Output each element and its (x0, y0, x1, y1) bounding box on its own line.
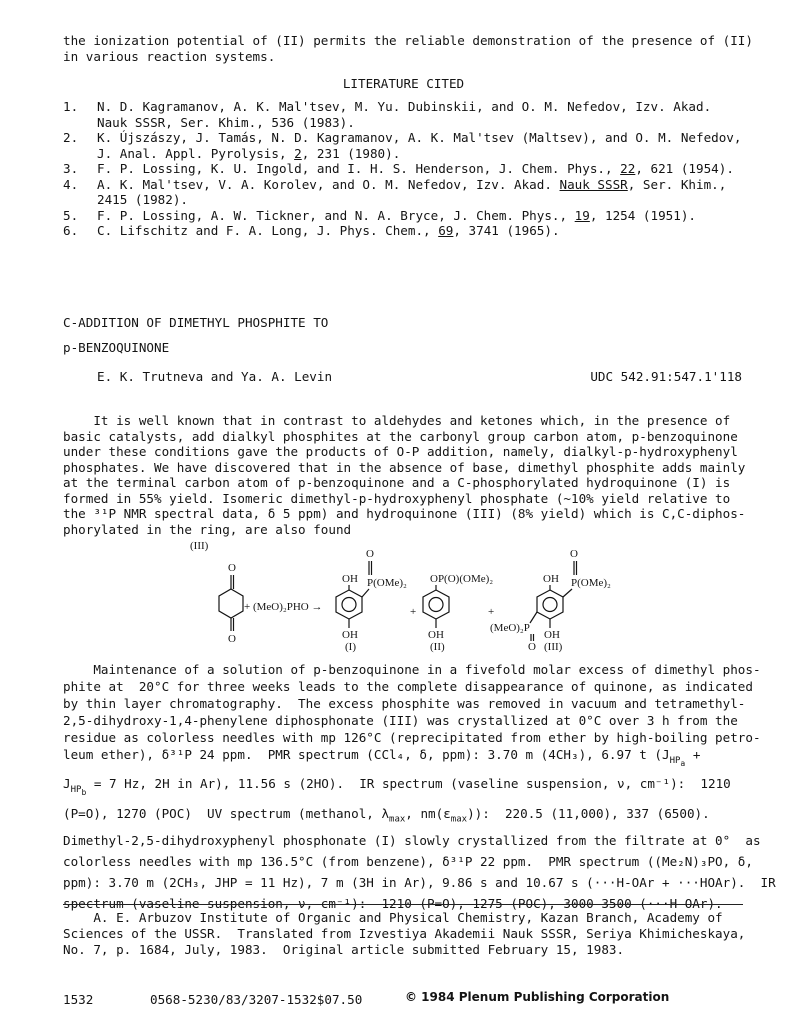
authors: E. K. Trutneva and Ya. A. Levin (97, 369, 333, 384)
cp-bond (563, 589, 572, 597)
benzene-ring (537, 590, 563, 619)
compound-label-1: (I) (345, 641, 356, 653)
intro-text (63, 33, 753, 64)
footnote: A. E. Arbuzov Institute of Organic and Physical Chemistry, Kazan Branch, Academy of Sciences of the USSR. Translated from Izvestiya Akademii Nauk SSSR, Seriya Khimicheskaya, No. 7, p. 1684, July, 1983. Original article submitted February 15, 1983. (63, 910, 746, 957)
reagent-text: + (MeO)₂PHO → (244, 601, 323, 613)
aromatic-circle (429, 598, 443, 612)
volume-number: 22 (620, 161, 636, 176)
plus-sign: + (410, 606, 417, 618)
volume-number: 2 (294, 145, 302, 161)
reference-number: 4. (63, 176, 79, 192)
reference-item: 5. F. P. Lossing, A. W. Tickner, and N. A. Bryce, J. Chem. Phys., 19, 1254 (1951). (63, 207, 696, 223)
plus-sign: + (488, 606, 495, 618)
reference-item: 1. N. D. Kagramanov, A. K. Mal'tsev, M. Yu. Dubinskii, and O. M. Nefedov, Izv. Akad. Nauk SSSR, Ser. Khim., 536 (1983). (63, 99, 712, 130)
reference-item: 2. K. Újszászy, J. Tamás, N. D. Kagramanov, A. K. Mal'tsev (Maltsev), and O. M. Nefedov, J. Anal. Appl. Pyrolysis, 2, 231 (1980). (63, 130, 742, 161)
quinone-oxygen-bottom: O (228, 633, 236, 645)
phosphonate-group: P(OMe)₂ (367, 577, 407, 589)
journal-underlined: Nauk SSSR (559, 176, 628, 192)
reference-number: 2. (63, 130, 79, 145)
paragraph-intro: It is well known that in contrast to aldehydes and ketones which, in the presence of basic catalysts, add dialkyl phosphites at the carbonyl group carbon atom, p-benzoquinone under these conditions gave the products of O-P addition, namely, dialkyl-p-hydroxyphenyl phosphates. We have discovered that in the absence of base, dimethyl phosphite adds mainly at the terminal carbon atom of p-benzoquinone and a C-phosphorylated hydroquinone (I) is formed in 55% yield. Isomeric dimethyl-p-hydroxyphenyl phosphate (~10% yield relative to the ³¹P NMR spectral data, δ 5 ppm) and hydroquinone (III) (8% yield) which is C,C-diphos- phorylated in the ring, are also found (63, 413, 746, 537)
oh-label: OH (428, 629, 444, 641)
reference-number: 6. (63, 223, 79, 238)
compound-label-2: (II) (430, 641, 445, 653)
phosphoryl-oxygen: O (570, 548, 578, 560)
quinone-oxygen-top: O (228, 562, 236, 574)
page-number: 1532 (63, 992, 94, 1007)
benzene-ring (423, 590, 449, 619)
reference-item: 4. A. K. Mal'tsev, V. A. Korolev, and O. M. Nefedov, Izv. Akad. Nauk SSSR, Ser. Khim., 2415 (1982). (63, 176, 727, 207)
reaction-scheme (0, 535, 807, 660)
phosphoryl-oxygen: O (528, 641, 536, 653)
reference-item: 6. C. Lifschitz and F. A. Long, J. Phys. Chem., 69, 3741 (1965). (63, 223, 560, 238)
reference-list (63, 99, 743, 239)
phosphonate-group: P(OMe)₂ (571, 577, 611, 589)
aromatic-circle (543, 598, 557, 612)
cp-bond (530, 612, 537, 623)
reference-item: 3. F. P. Lossing, K. U. Ingold, and I. H. S. Henderson, J. Chem. Phys., 22, 621 (1954). (63, 161, 734, 176)
footnote-rule (63, 904, 743, 905)
article-title-line1: C-ADDITION OF DIMETHYL PHOSPHITE TO (63, 315, 329, 330)
paragraph-experimental: Maintenance of a solution of p-benzoquinone in a fivefold molar excess of dimethyl phos- phite at 20°C for three weeks leads to the complete disappearance of quinone, as indicated by thin layer chromatography. The excess phosphite was removed in vacuum and tetramethyl- 2,5-dihydroxy-1,4-phenylene diphosphonate (III) was crystallized at 0°C over 3 h from the residue as colorless needles with mp 126°C (reprecipitated from ether by high-boiling petro- leum ether), δ³¹P 24 ppm. PMR spectrum (CCl₄, δ, ppm): 3.70 m (4CH₃), 6.97 t ($J_{HP_a}$ + $J_{HP_b} = 7$ Hz, 2H in Ar), 11.56 s (2HO). IR spectrum (vaseline suspension, ν, cm⁻¹): 1210 (P=O), 1270 (POC) UV spectrum (methanol, $\lambda_{max}$, $nm(\varepsilon_{max})$): 220.5 (11,000), 337 (6500). Dimethyl-2,5-dihydroxyphenyl phosphonate (I) slowly crystallized from the filtrate at 0° as colorless needles with mp 136.5°C (from benzene), δ³¹P 22 ppm. PMR spectrum ((Me₂N)₃PO, δ, ppm): 3.70 m (2CH₃, JHP = 11 Hz), 7 m (3H in Ar), 9.86 s and 10.67 s (···H-OAr + ···HOAr). IR spectrum (vaseline suspension, ν, cm⁻¹): 1210 (P=O), 1275 (POC), 3000-3500 (···H-OAr). (63, 662, 776, 912)
oh-label: OH (342, 573, 358, 585)
quinone-ring (219, 589, 243, 618)
intro-line: the ionization potential of (II) permits the reliable demonstration of the presence of (II) (63, 33, 753, 48)
intro-line: in various reaction systems. (63, 48, 276, 64)
phosphoryl-oxygen: O (366, 548, 374, 560)
scheme-label-top: (III) (190, 540, 209, 552)
oh-label: OH (342, 629, 358, 641)
reference-number: 3. (63, 161, 79, 176)
compound-label-3: (III) (544, 641, 563, 653)
volume-number: 19 (574, 207, 590, 223)
article-title-line2: p-BENZOQUINONE (63, 340, 170, 355)
phosphonate-group: (MeO)₂P (490, 622, 530, 634)
literature-heading: LITERATURE CITED (342, 76, 465, 91)
cp-bond (362, 589, 369, 597)
udc-code: UDC 542.91:547.1'118 (590, 369, 742, 384)
phosphate-group: OP(O)(OMe)₂ (430, 573, 494, 585)
aromatic-circle (342, 598, 356, 612)
benzene-ring (336, 590, 362, 619)
reference-number: 1. (63, 99, 79, 114)
volume-number: 69 (438, 223, 454, 238)
reference-number: 5. (63, 207, 79, 223)
article-code: 0568-5230/83/3207-1532$07.50 (150, 992, 363, 1007)
copyright: © 1984 Plenum Publishing Corporation (405, 990, 670, 1004)
oh-label: OH (544, 629, 560, 641)
oh-label: OH (543, 573, 559, 585)
